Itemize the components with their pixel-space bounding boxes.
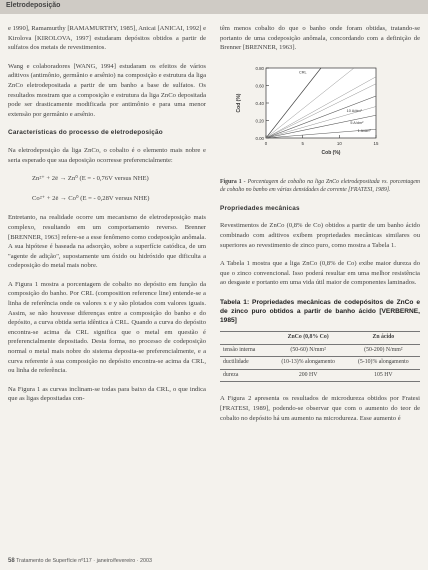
y-tick-label: 0.60 [255, 83, 264, 89]
figure-caption [220, 178, 420, 194]
figure-caption-label: Figura 1 [220, 178, 242, 185]
x-tick-label: 10 [336, 140, 342, 146]
figure-caption-text: - Porcentagem de cobalto na liga ZnCo eletrodepositada vs. porcentagem de cobalto no banho em várias densidades de corrente [FRATESI, 1989]. [220, 178, 420, 193]
table-header-cell: Zn ácido [347, 331, 420, 344]
table-cell: (50-60) N/mm² [270, 344, 347, 357]
equation-cobalt: Co²⁺ + 2ē → Co⁰ (E = - 0,28V versus NHE) [32, 194, 150, 202]
table-cell: 105 HV [347, 369, 420, 382]
table-cell: (10-13)% alongamento [270, 357, 347, 370]
properties-table [220, 331, 420, 382]
paragraph: Na eletrodeposição da liga ZnCo, o cobalto é o elemento mais nobre e seria esperado que sua deposição ocorresse preferencialmente: [8, 146, 206, 164]
table-row [220, 344, 420, 357]
y-tick-label: 0.40 [255, 100, 264, 106]
page-footer [8, 558, 152, 564]
paragraph: A Figura 1 mostra a porcentagem de cobalto no depósito em função da composição do banho. Por CRL (composition reference line) entende-se a linha de referência onde os valores x e y são plotados com valores iguais. Assim, se não houvesse diferenças entre a composição do banho e do depósito, a curva obtida seria idêntica à CRL. Quando a curva do depósito encontra-se acima da CRL significa que o metal em questão é preferencialmente depositado. Desta forma, no processo de codeposição normal o metal mais nobre do sistema deposita-se preferencialmente, e a curva referente à sua composição no depósito encontra-se acima da CRL, ou linha de referência. [8, 280, 206, 375]
y-tick-label: 0.20 [255, 118, 264, 124]
table-row [220, 369, 420, 382]
paragraph: e 1990], Ramamurthy [RAMAMURTHY, 1985], Anicai [ANICAI, 1992] e Kirolova [KIROLOVA, 1997] estudaram depósitos obtidos a partir de sulfatos dos metais de revestimentos. [8, 25, 207, 52]
page-number: 58 [8, 558, 15, 564]
paragraph: A Figura 2 apresenta os resultados de microdureza obtidos por Fratesi [FRATESI, 1989], podendo-se observar que com o aumento do teor de cobalto no depósito há um aumento na microdureza. Esse aumento é [220, 395, 420, 422]
left-column [8, 24, 206, 413]
right-column [220, 24, 420, 432]
table-cell: tensão interna [220, 344, 270, 357]
table-header-cell: ZnCo (0,8% Co) [270, 331, 347, 344]
x-tick-label: 5 [301, 140, 304, 146]
table-header-row [220, 331, 420, 344]
paragraph: A Tabela 1 mostra que a liga ZnCo (0,8% de Co) exibe maior dureza do que o zinco convencional. Isso poderá resultar em uma melhor resistência ao desgaste e portanto em uma vida útil maior de componentes laminados. [220, 260, 420, 287]
table-cell: dureza [220, 369, 270, 382]
paragraph: Revestimentos de ZnCo (0,8% de Co) obtidos a partir de um banho ácido combinado com aditivos exibem propriedades mecânicas similares ou superiores ao revestimento de zinco puro, como mostra a Tabela 1. [220, 222, 420, 249]
y-axis-label: Cod (%) [236, 93, 242, 113]
table-cell: (5-10)% alongamento [347, 357, 420, 370]
paragraph: têm menos cobalto do que o banho onde foram obtidas, tratando-se portanto de uma codeposição anômala, concordando com a definição de Brenner [BRENNER, 1963]. [220, 25, 420, 52]
y-tick-label: 0.80 [255, 65, 264, 71]
cobalt-chart [220, 62, 420, 170]
section-heading: Características do processo de eletrodeposição [8, 129, 163, 137]
x-tick-label: 15 [373, 140, 379, 146]
section-title: Eletrodeposição [6, 2, 61, 9]
table-cell: ductilidade [220, 357, 270, 370]
annotation-label: 1 A/dm² [357, 128, 371, 133]
table-cell: 200 HV [270, 369, 347, 382]
annotation-label: CRL [299, 70, 307, 75]
paragraph: Entretanto, na realidade ocorre um mecanismo de eletrodeposição mais complexo, resultando em um comportamento reverso. Brenner [BRENNER, 1963] refere-se a esse fenômeno como codeposição anômala. A sua hipótese é baseada na adsorção, sobre a superfície catódica, de um "agente de adição", supostamente um óxido ou hidróxido que dificulta a codeposição do metal mais nobre. [8, 214, 206, 270]
equation-zinc: Zn²⁺ + 2ē → Zn⁰ (E = - 0,76V versus NHE) [32, 175, 149, 183]
footer-text: Tratamento de Superfície nº117 · janeiro/fevereiro · 2003 [16, 558, 153, 564]
x-axis-label: Cob (%) [321, 149, 341, 156]
annotation-label: 10 A/dm² [346, 108, 362, 113]
plot-area [266, 68, 376, 138]
section-heading: Propriedades mecânicas [220, 204, 300, 212]
table-cell: (50-200) N/mm² [347, 344, 420, 357]
paragraph: Wang e colaboradores [WANG, 1994] estudaram os efeitos de vários aditivos (antimônio, germânio e arsênio) na composição e estrutura da liga ZnCo eletrodepositada a partir de um banho a base de sulfatos. Os resultados mostram que a composição e estrutura da liga ZnCo depositada pode ser drasticamente modificada por antimônio e para uma menor extensão por germânio e arsênio. [8, 62, 206, 118]
table-header-cell [220, 331, 270, 344]
y-tick-label: 0.00 [255, 135, 264, 141]
table-row [220, 357, 420, 370]
header-band [0, 0, 428, 14]
paragraph: Na Figura 1 as curvas inclinam-se todas para baixo da CRL, o que indica que as ligas depositadas con- [8, 385, 206, 403]
figure-1 [220, 62, 420, 172]
x-tick-label: 0 [264, 140, 268, 146]
table-title: Tabela 1: Propriedades mecânicas de codepósitos de ZnCo e de zinco puro obtidos a partir de banho ácido [VERBERNE, 1985] [220, 298, 420, 324]
annotation-label: 5 A/dm² [350, 120, 364, 125]
